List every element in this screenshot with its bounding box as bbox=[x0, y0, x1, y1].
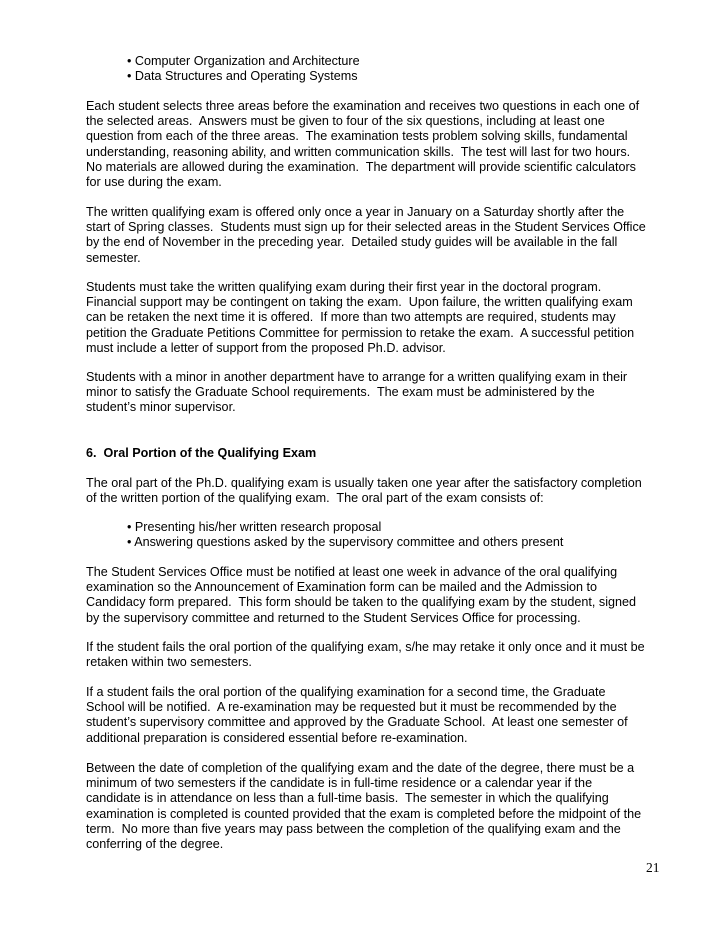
paragraph-minor-exam: Students with a minor in another department have to arrange for a written qualifying exam in their minor to satisfy the Graduate School requirements. The exam must be administered by the student’s minor supervisor. bbox=[86, 370, 628, 415]
paragraph-time-limits: Between the date of completion of the qualifying exam and the date of the degree, there must be a minimum of two semesters if the candidate is in full-time residence or a calendar year if the candidate is in attendance on less than a full-time basis. The semester in which the qualifying examination is completed is counted provided that the exam is completed before the midpoint of the term. No more than five years may pass between the completion of the qualifying exam and the conferring of the degree. bbox=[86, 761, 642, 852]
section-heading: 6. Oral Portion of the Qualifying Exam bbox=[86, 446, 317, 460]
paragraph-second-failure: If a student fails the oral portion of the qualifying examination for a second time, the Graduate School will be notified. A re-examination may be requested but it must be recommended by the student’s supervisory committee and approved by the Graduate School. At least one semester of additional preparation is considered essential before re-examination. bbox=[86, 685, 628, 745]
page-number: 21 bbox=[646, 860, 660, 875]
paragraph-exam-schedule: The written qualifying exam is offered only once a year in January on a Saturday shortly after the start of Spring classes. Students must sign up for their selected areas in the Student Services Office by the end of November in the preceding year. Detailed study guides will be available in the fall semester. bbox=[86, 205, 646, 265]
paragraph-exam-areas: Each student selects three areas before the examination and receives two questions in each one of the selected areas. Answers must be given to four of the six questions, including at least one question from each of the three areas. The examination tests problem solving skills, fundamental understanding, reasoning ability, and written communication skills. The test will last for two hours. No materials are allowed during the examination. The department will provide scientific calculators for use during the exam. bbox=[86, 99, 640, 190]
paragraph-notification: The Student Services Office must be notified at least one week in advance of the oral qualifying examination so the Announcement of Examination form can be mailed and the Admission to Candidacy form prepared. This form should be taken to the qualifying exam by the student, signed by the supervisory committee and returned to the Student Services Office for processing. bbox=[86, 565, 637, 625]
bullet-item: • Data Structures and Operating Systems bbox=[127, 69, 358, 83]
bullet-item: • Answering questions asked by the supervisory committee and others present bbox=[127, 535, 564, 549]
bullet-item: • Presenting his/her written research proposal bbox=[127, 520, 382, 534]
paragraph-retake: If the student fails the oral portion of the qualifying exam, s/he may retake it only once and it must be retaken within two semesters. bbox=[86, 640, 645, 670]
bullet-item: • Computer Organization and Architecture bbox=[127, 54, 360, 68]
paragraph-exam-attempts: Students must take the written qualifying exam during their first year in the doctoral program. Financial support may be contingent on taking the exam. Upon failure, the written qualifying exam can be retaken the next time it is offered. If more than two attempts are required, students may petition the Graduate Petitions Committee for permission to retake the exam. A successful petition must include a letter of support from the proposed Ph.D. advisor. bbox=[86, 280, 635, 355]
paragraph-oral-intro: The oral part of the Ph.D. qualifying exam is usually taken one year after the satisfactory completion of the written portion of the qualifying exam. The oral part of the exam consists of: bbox=[86, 476, 642, 506]
